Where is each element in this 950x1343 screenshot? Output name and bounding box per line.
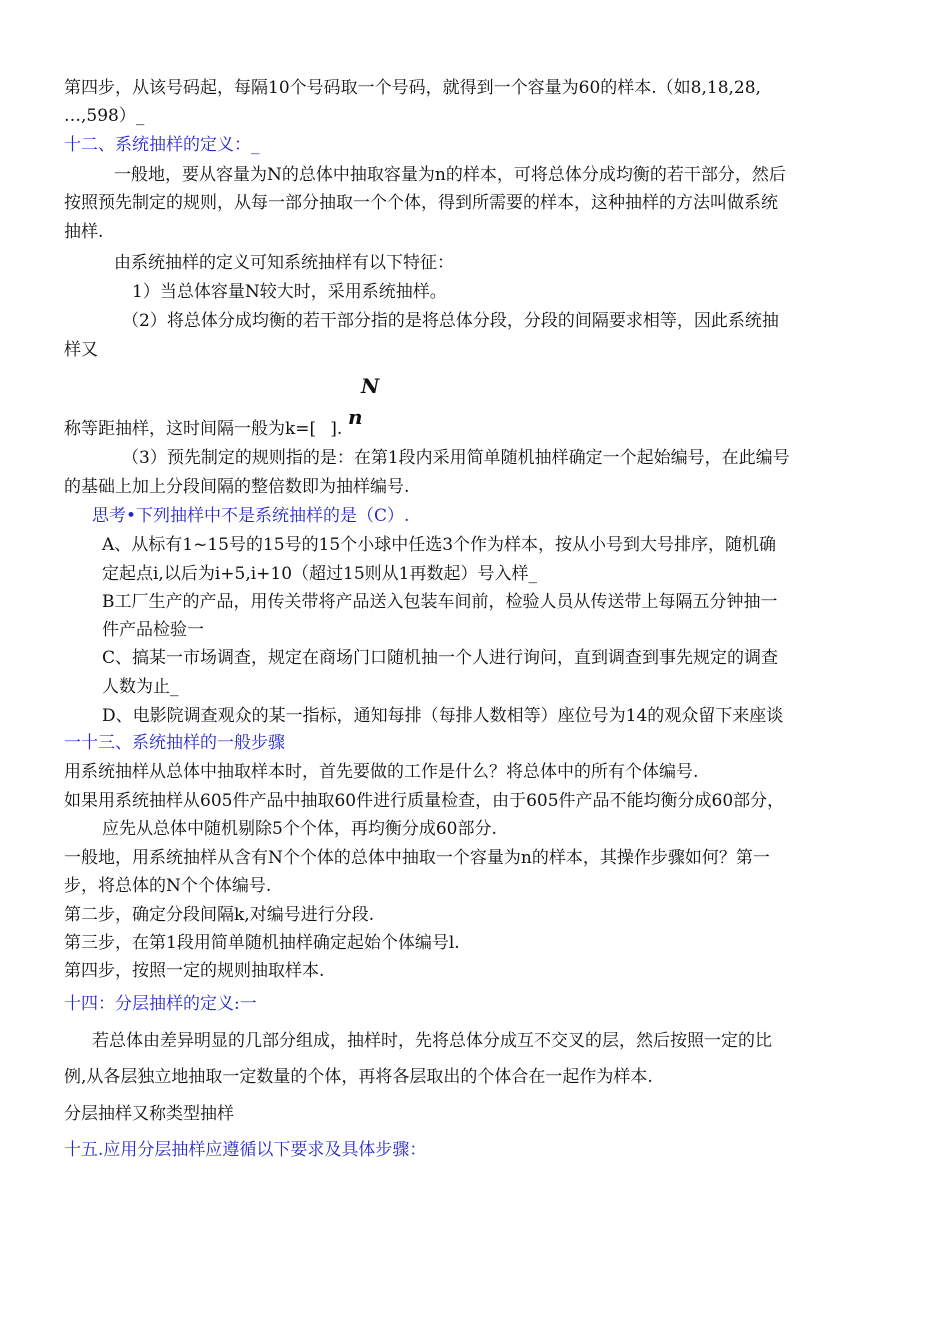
formula-suffix-text: ].	[330, 419, 343, 439]
feature-item-1: 1）当总体容量N较大时，采用系统抽样。	[132, 282, 447, 302]
section-heading-12: 十二、系统抽样的定义：_	[64, 135, 260, 155]
formula-numerator: N	[361, 374, 380, 398]
thinking-question: 思考•下列抽样中不是系统抽样的是（C）.	[92, 506, 410, 526]
paragraph-line: 例,从各层独立地抽取一定数量的个体，再将各层取出的个体合在一起作为样本.	[64, 1067, 653, 1087]
paragraph-line: 步，将总体的N个个体编号.	[64, 876, 272, 896]
step-4: 第四步，按照一定的规则抽取样本.	[64, 961, 325, 981]
option-b: B工厂生产的产品，用传关带将产品送入包装车间前，检验人员从传送带上每隔五分钟抽一	[102, 592, 778, 612]
paragraph-line: 样又	[64, 340, 98, 360]
paragraph-line: 分层抽样又称类型抽样	[64, 1104, 234, 1124]
paragraph-line: 如果用系统抽样从605件产品中抽取60件进行质量检查，由于605件产品不能均衡分成60部分，	[64, 791, 785, 811]
paragraph-line: 用系统抽样从总体中抽取样本时，首先要做的工作是什么？将总体中的所有个体编号.	[64, 762, 699, 782]
paragraph-line: 的基础上加上分段间隔的整倍数即为抽样编号.	[64, 477, 410, 497]
paragraph-line: 由系统抽样的定义可知系统抽样有以下特征：	[114, 253, 454, 273]
formula-denominator: n	[348, 405, 363, 429]
option-c-cont: 人数为止_	[102, 677, 179, 697]
paragraph-line: 第四步，从该号码起，每隔10个号码取一个号码，就得到一个容量为60的样本.（如8,18,28,	[64, 78, 761, 98]
formula-prefix-text: 称等距抽样，这时间隔一般为k=[	[64, 419, 317, 439]
section-heading-15: 十五.应用分层抽样应遵循以下要求及具体步骤：	[64, 1140, 427, 1160]
option-a-cont: 定起点i,以后为i+5,i+10（超过15则从1再数起）号入样_	[102, 564, 538, 584]
option-b-cont: 件产品检验一	[102, 620, 204, 640]
paragraph-line: 一般地，要从容量为N的总体中抽取容量为n的样本，可将总体分成均衡的若干部分，然后	[114, 165, 786, 185]
paragraph-line: 应先从总体中随机剔除5个个体，再均衡分成60部分.	[102, 819, 497, 839]
paragraph-line: 一般地，用系统抽样从含有N个个体的总体中抽取一个容量为n的样本，其操作步骤如何？第一	[64, 848, 770, 868]
feature-item-2: （2）将总体分成均衡的若干部分指的是将总体分段，分段的间隔要求相等，因此系统抽	[122, 311, 779, 331]
paragraph-line-formula	[64, 416, 342, 442]
paragraph-line: 若总体由差异明显的几部分组成，抽样时，先将总体分成互不交叉的层，然后按照一定的比	[92, 1031, 772, 1051]
paragraph-line: …,598）_	[64, 106, 145, 126]
section-heading-13: 一十三、系统抽样的一般步骤	[64, 733, 285, 753]
option-c: C、搞某一市场调查，规定在商场门口随机抽一个人进行询问，直到调查到事先规定的调查	[102, 648, 779, 668]
option-a: A、从标有1~15号的15号的15个小球中任选3个作为样本，按从小号到大号排序，随机确	[102, 535, 777, 555]
paragraph-line: 按照预先制定的规则，从每一部分抽取一个个体，得到所需要的样本，这种抽样的方法叫做系统	[64, 193, 778, 213]
paragraph-line: 抽样.	[64, 222, 104, 242]
step-3: 第三步，在第1段用简单随机抽样确定起始个体编号l.	[64, 933, 460, 953]
step-2: 第二步，确定分段间隔k,对编号进行分段.	[64, 905, 375, 925]
option-d: D、电影院调查观众的某一指标，通知每排（每排人数相等）座位号为14的观众留下来座谈	[102, 706, 784, 726]
section-heading-14: 十四：分层抽样的定义:一	[64, 994, 257, 1014]
feature-item-3: （3）预先制定的规则指的是：在第1段内采用简单随机抽样确定一个起始编号，在此编号	[122, 448, 790, 468]
